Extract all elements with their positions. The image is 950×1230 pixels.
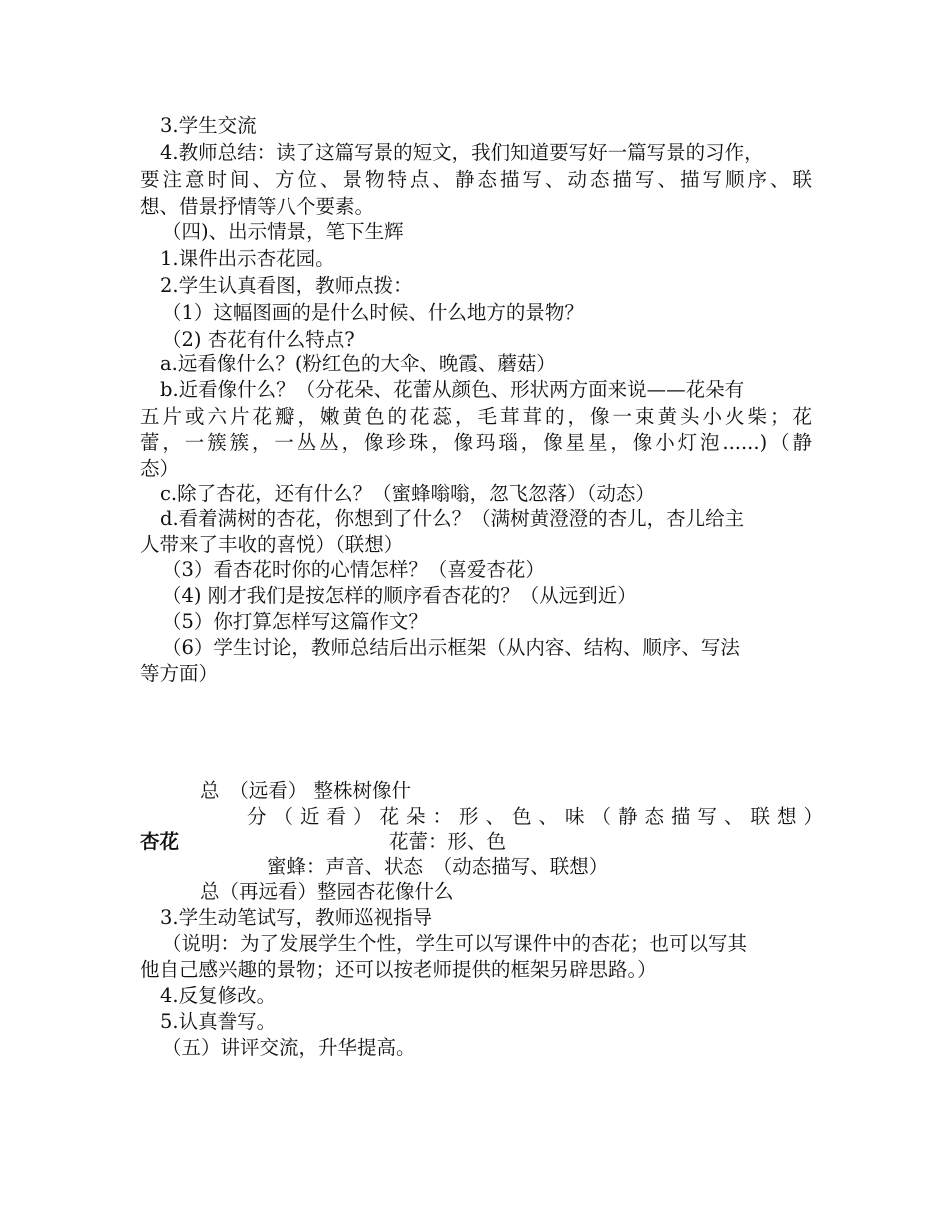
step-3-student-exchange: 3.学生交流 <box>160 114 257 137</box>
teacher-summary-line-3: 想、借景抒情等八个要素。 <box>140 195 375 218</box>
framework-part-near: 分（近看）花朵：形、色、味（静态描写、联想） <box>247 805 831 828</box>
framework-overall-again: 总（再远看）整园杏花像什么 <box>200 880 454 903</box>
question-6-line-2: 等方面） <box>140 662 219 685</box>
question-4: （4) 刚才我们是按怎样的顺序看杏花的？（从远到近） <box>162 584 637 607</box>
question-2: （2) 杏花有什么特点? <box>162 328 355 351</box>
question-3: （3）看杏花时你的心情怎样？（喜爱杏花） <box>162 558 545 581</box>
framework-root-apricot: 杏花 <box>140 830 180 853</box>
question-2b-line-3: 蕾，一簇簇，一丛丛，像珍珠，像玛瑙，像星星，像小灯泡......)（静 <box>140 431 812 454</box>
step-4-revise: 4.反复修改。 <box>160 984 277 1007</box>
framework-bees: 蜜蜂：声音、状态 （动态描写、联想） <box>267 855 609 878</box>
question-2c: c.除了杏花，还有什么？（蜜蜂嗡嗡，忽飞忽落）（动态） <box>160 482 655 505</box>
step-1-courseware: 1.课件出示杏花园。 <box>160 247 335 270</box>
question-6-line-1: （6）学生讨论，教师总结后出示框架（从内容、结构、顺序、写法 <box>162 636 740 659</box>
question-2b-line-1: b.近看像什么？（分花朵、花蕾从颜色、形状两方面来说——花朵有 <box>160 378 745 401</box>
step-3-trial-writing: 3.学生动笔试写，教师巡视指导 <box>160 906 433 929</box>
question-2b-line-4: 态） <box>140 457 180 480</box>
question-2d-line-1: d.看着满树的杏花，你想到了什么？（满树黄澄澄的杏儿，杏儿给主 <box>160 507 745 530</box>
framework-overall-far: 总 （远看） 整株树像什 <box>200 779 411 802</box>
framework-buds: 花蕾：形、色 <box>389 830 507 853</box>
question-2d-line-2: 人带来了丰收的喜悦）（联想） <box>140 533 404 556</box>
question-1: （1）这幅图画的是什么时候、什么地方的景物？ <box>162 301 584 324</box>
question-2b-line-2: 五片或六片花瓣，嫩黄色的花蕊，毛茸茸的，像一束黄头小火柴；花 <box>140 405 812 428</box>
section-4-heading: （四)、出示情景，笔下生辉 <box>162 220 404 243</box>
section-5-heading: （五）讲评交流，升华提高。 <box>162 1036 416 1059</box>
step-2-observe: 2.学生认真看图，教师点拨： <box>160 274 413 297</box>
question-5: （5）你打算怎样写这篇作文？ <box>162 610 428 633</box>
teacher-summary-line-2: 要注意时间、方位、景物特点、静态描写、动态描写、描写顺序、联 <box>140 168 812 191</box>
note-line-2: 他自己感兴趣的景物；还可以按老师提供的框架另辟思路。） <box>140 958 657 981</box>
note-line-1: （说明：为了发展学生个性，学生可以写课件中的杏花；也可以写其 <box>162 932 748 955</box>
step-5-copy: 5.认真誊写。 <box>160 1010 277 1033</box>
teacher-summary-line-1: 4.教师总结：读了这篇写景的短文，我们知道要写好一篇写景的习作， <box>160 141 764 164</box>
question-2a: a.远看像什么？(粉红色的大伞、晚霞、蘑菇） <box>160 352 556 375</box>
